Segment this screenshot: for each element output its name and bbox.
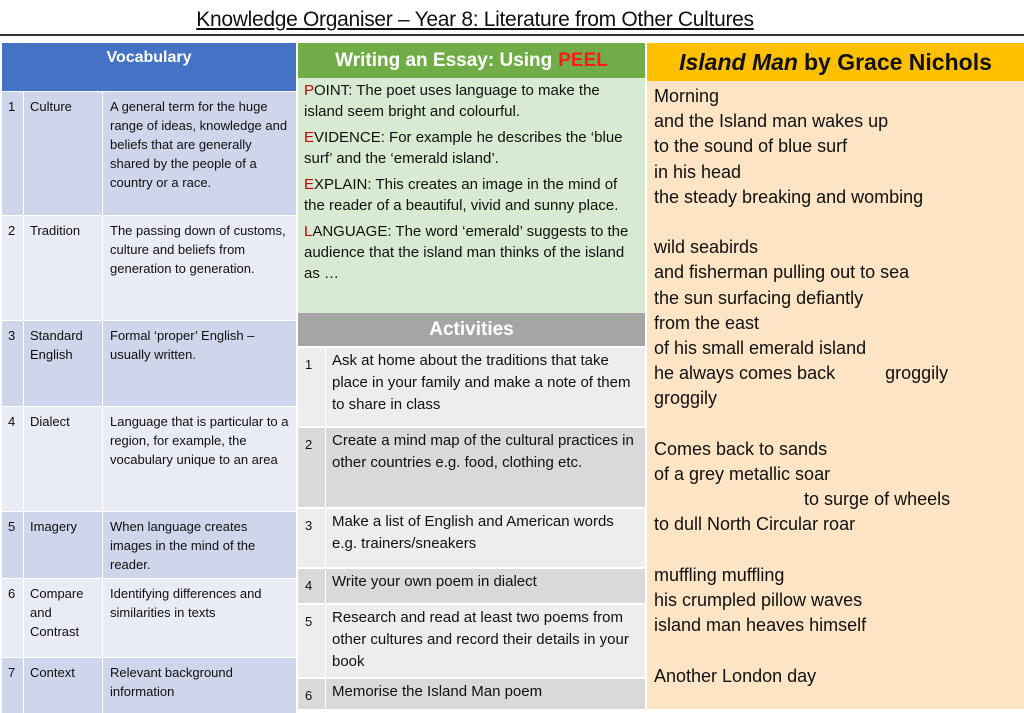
poem-line: [654, 210, 1024, 235]
poem-line: [654, 412, 1024, 437]
vocabulary-table: [2, 43, 296, 713]
peel-panel: [298, 43, 645, 313]
vocab-row: [2, 91, 296, 215]
vocab-row: [2, 657, 296, 713]
poem-line: Morning: [654, 86, 720, 106]
poem-line: the steady breaking and wombing: [654, 186, 924, 207]
activity-row: [298, 507, 645, 567]
poem-line: [654, 538, 1024, 563]
peel-heading-key: PEEL: [558, 49, 608, 71]
vocab-row: [2, 578, 296, 657]
vocab-term: Standard English: [24, 321, 103, 406]
peel-heading-text: Writing an Essay: Using: [335, 49, 553, 71]
vocab-definition: Identifying differences and similarities in texts: [110, 586, 262, 620]
vocab-number: 2: [2, 216, 24, 320]
activity-number: 6: [298, 679, 326, 709]
activity-text: Memorise the Island Man poem: [332, 683, 543, 700]
page-title: Knowledge Organiser – Year 8: Literature from Other Cultures: [196, 8, 754, 31]
vocab-definition: A general term for the huge range of ideas, knowledge and beliefs that are generally shared by the people of a country or a race.: [110, 99, 288, 190]
poem-line: and the Island man wakes up: [654, 111, 889, 132]
poem-line: the sun surfacing defiantly: [654, 287, 864, 308]
poem-line: groggily: [654, 388, 718, 409]
poem-line: [654, 638, 1024, 663]
poem-line: to the sound of blue surf: [654, 136, 848, 157]
poem-line: in his head: [654, 161, 742, 182]
poem-line: of a grey metallic soar: [654, 464, 831, 485]
activity-number: 1: [298, 348, 326, 426]
activity-row: [298, 567, 645, 603]
peel-evidence: EVIDENCE: For example he describes the ‘blue surf’ and the ‘emerald island’.: [304, 129, 623, 167]
activities-rows: [298, 346, 645, 709]
poem-heading: [647, 43, 1024, 81]
vocab-term: Tradition: [24, 216, 103, 320]
vocab-row: [2, 215, 296, 320]
poem-body: [647, 81, 1024, 689]
vocab-row: [2, 320, 296, 406]
activity-row: [298, 603, 645, 677]
vocab-number: 7: [2, 658, 24, 713]
activity-number: 3: [298, 509, 326, 567]
activities-table: [298, 313, 645, 709]
poem-author: by Grace Nichols: [803, 48, 992, 75]
activity-text: Make a list of English and American words e.g. trainers/sneakers: [332, 513, 614, 552]
peel-language: LANGUAGE: The word ‘emerald’ suggests to the audience that the island man thinks of the island as …: [304, 223, 629, 282]
poem-line: wild seabirds: [654, 237, 759, 258]
vocab-definition: Relevant background information: [110, 665, 233, 699]
activity-text: Write your own poem in dialect: [332, 573, 537, 590]
peel-body: [298, 78, 645, 284]
poem-line: and fisherman pulling out to sea: [654, 262, 910, 283]
poem-panel: [647, 43, 1024, 709]
vocab-definition: Language that is particular to a region, for example, the vocabulary unique to an area: [110, 414, 289, 467]
poem-line: of his small emerald island: [654, 338, 867, 359]
vocabulary-rows: [2, 91, 296, 713]
vocab-definition: The passing down of customs, culture and beliefs from generation to generation.: [110, 223, 286, 276]
vocab-definition: When language creates images in the mind of the reader.: [110, 519, 256, 572]
activity-text: Research and read at least two poems from other cultures and record their details in your book: [332, 609, 629, 670]
poem-line: to dull North Circular roar: [654, 514, 856, 535]
vocab-row: [2, 406, 296, 511]
poem-line: he always comes back groggily: [654, 363, 949, 384]
activities-heading: Activities: [298, 313, 645, 346]
title-divider: [0, 34, 1024, 36]
poem-line: island man heaves himself: [654, 615, 867, 636]
vocab-row: [2, 511, 296, 578]
vocab-number: 1: [2, 92, 24, 215]
activity-row: [298, 677, 645, 709]
vocab-number: 4: [2, 407, 24, 511]
poem-title: Island Man: [679, 48, 798, 75]
vocab-number: 6: [2, 579, 24, 657]
vocab-term: Culture: [24, 92, 103, 215]
poem-line: from the east: [654, 312, 760, 333]
vocab-definition: Formal ‘proper’ English – usually written.: [110, 328, 255, 362]
peel-point: POINT: The poet uses language to make the island seem bright and colourful.: [304, 82, 600, 120]
peel-heading: [298, 43, 645, 78]
activity-text: Create a mind map of the cultural practices in other countries e.g. food, clothing etc.: [332, 432, 634, 471]
peel-explain: EXPLAIN: This creates an image in the mind of the reader of a beautiful, vivid and sunny place.: [304, 176, 619, 214]
vocab-number: 3: [2, 321, 24, 406]
poem-line: to surge of wheels: [654, 489, 951, 510]
activity-row: [298, 346, 645, 426]
vocab-number: 5: [2, 512, 24, 578]
poem-line: Another London day: [654, 665, 817, 686]
poem-line: muffling muffling: [654, 564, 785, 585]
vocab-term: Context: [24, 658, 103, 713]
vocab-term: Dialect: [24, 407, 103, 511]
activity-number: 2: [298, 428, 326, 507]
vocab-term: Compare and Contrast: [24, 579, 103, 657]
activity-number: 5: [298, 605, 326, 677]
activity-row: [298, 426, 645, 507]
activity-text: Ask at home about the traditions that take place in your family and make a note of them to share in class: [332, 352, 631, 413]
poem-line: Comes back to sands: [654, 438, 828, 459]
activity-number: 4: [298, 569, 326, 603]
poem-line: his crumpled pillow waves: [654, 590, 863, 611]
vocabulary-heading: Vocabulary: [2, 43, 296, 91]
vocab-term: Imagery: [24, 512, 103, 578]
